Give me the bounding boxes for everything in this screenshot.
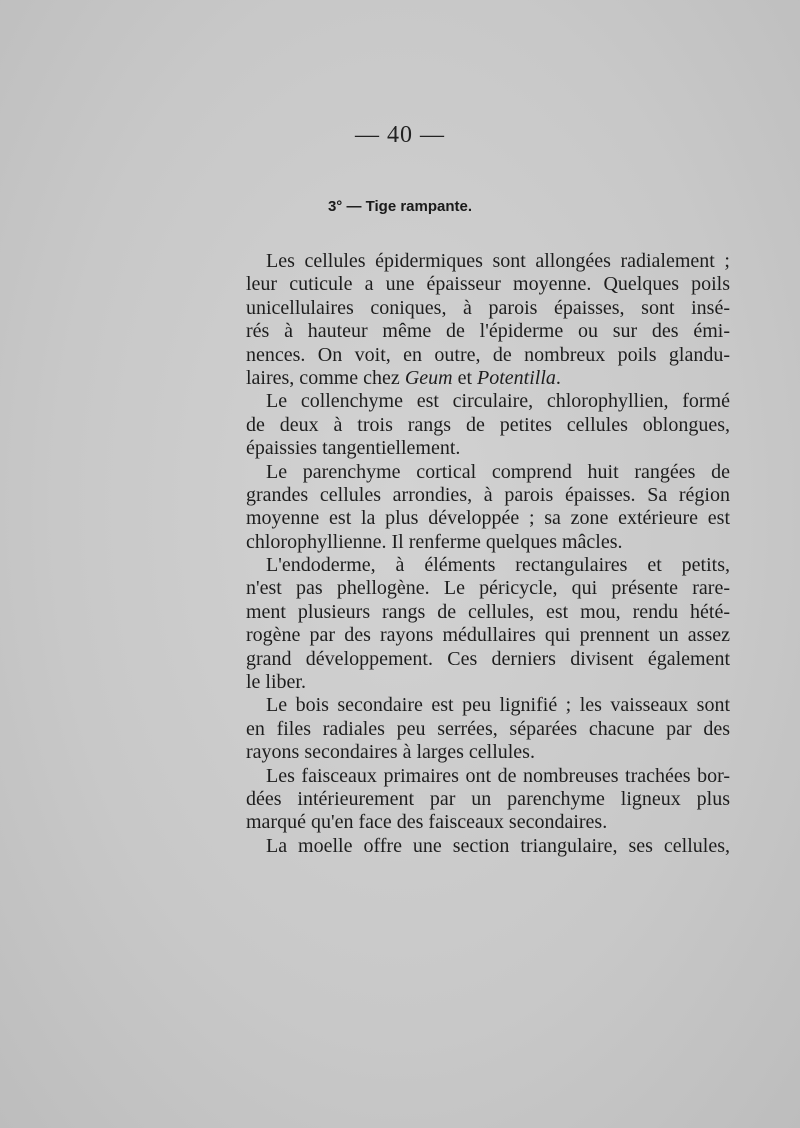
paragraph-3 (246, 461, 730, 555)
text-line: épaissies tangentiellement. (246, 437, 461, 460)
body-text (246, 250, 730, 858)
text-line: Les cellules épidermiques sont allongées radialement ; (266, 250, 730, 272)
text-line: rogène par des rayons médullaires qui prennent un assez (246, 624, 730, 647)
text-line: moyenne est la plus développée ; sa zone extérieure est (246, 507, 730, 530)
text-line: Le parenchyme cortical comprend huit rangées de (266, 460, 730, 483)
paragraph-2 (246, 390, 730, 460)
text-line: en files radiales peu serrées, séparées chacune par des (246, 717, 730, 740)
text-line: nences. On voit, en outre, de nombreux poils glandu- (246, 343, 730, 366)
text-fragment: laires, comme chez (246, 366, 405, 389)
text-line: marqué qu'en face des faisceaux secondaires. (246, 811, 608, 834)
page-number: — 40 — (355, 122, 445, 148)
text-line: unicellulaires coniques, à parois épaisses, sont insé- (246, 296, 730, 319)
text-line: grand développement. Ces derniers divisent également (246, 647, 730, 670)
text-line: n'est pas phellogène. Le péricycle, qui présente rare- (246, 577, 730, 600)
text-line: L'endoderme, à éléments rectangulaires et petits, (266, 554, 730, 577)
text-line: dées intérieurement par un parenchyme ligneux plus (246, 787, 730, 810)
text-line: le liber. (246, 671, 306, 694)
paragraph-6 (246, 765, 730, 835)
text-fragment: et (452, 366, 478, 389)
paragraph-1 (246, 250, 730, 390)
text-line: Le bois secondaire est peu lignifié ; les vaisseaux sont (266, 694, 730, 717)
text-line: chlorophyllienne. Il renferme quelques mâcles. (246, 530, 623, 553)
paragraph-4 (246, 554, 730, 694)
text-line: Le collenchyme est circulaire, chlorophyllien, formé (266, 390, 730, 413)
text-line: Les faisceaux primaires ont de nombreuses trachées bor- (266, 764, 730, 787)
paragraph-7 (246, 835, 730, 858)
genus-name: Potentilla (477, 366, 556, 389)
text-line: ment plusieurs rangs de cellules, est mou, rendu hété- (246, 600, 730, 623)
genus-name: Geum (404, 366, 453, 389)
text-line: rayons secondaires à larges cellules. (246, 741, 535, 764)
section-title: 3° — Tige rampante. (327, 198, 473, 215)
text-fragment: . (555, 366, 561, 389)
text-line: leur cuticule a une épaisseur moyenne. Quelques poils (246, 273, 730, 296)
text-line (246, 367, 730, 390)
paragraph-5 (246, 694, 730, 764)
text-line: grandes cellules arrondies, à parois épaisses. Sa région (246, 483, 730, 506)
text-line: rés à hauteur même de l'épiderme ou sur des émi- (246, 320, 730, 343)
text-line: de deux à trois rangs de petites cellules oblongues, (246, 413, 730, 436)
text-line: La moelle offre une section triangulaire, ses cellules, (266, 834, 730, 857)
